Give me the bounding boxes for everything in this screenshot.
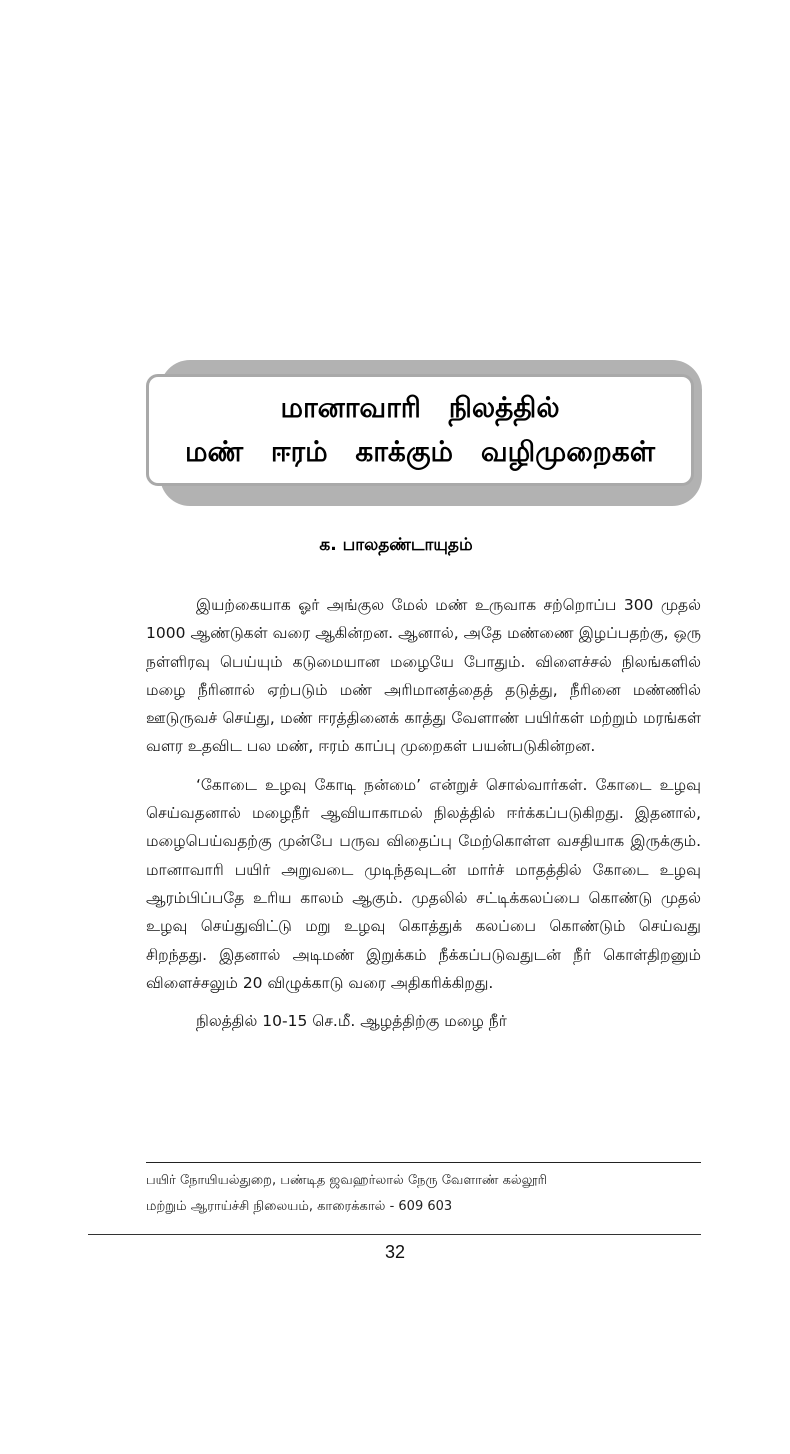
- footnote-line-2: மற்றும் ஆராய்ச்சி நிலையம், காரைக்கால் - 609 603: [146, 1199, 453, 1214]
- paragraph-2: ‘கோடை உழவு கோடி நன்மை’ என்றுச் சொல்வார்கள். கோடை உழவு செய்வதனால் மழைநீர் ஆவியாகாமல் நிலத்தில் ஈர்க்கப்படுகிறது. இதனால், மழைபெய்வதற்கு முன்பே பருவ விதைப்பு மேற்கொள்ள வசதியாக இருக்கும். மானாவாரி பயிர் அறுவடை முடிந்தவுடன் மார்ச் மாதத்தில் கோடை உழவு ஆரம்பிப்பதே உரிய காலம் ஆகும். முதலில் சட்டிக்கலப்பை கொண்டு முதல் உழவு செய்துவிட்டு மறு உழவு கொத்துக் கலப்பை கொண்டும் செய்வது சிறந்தது. இதனால் அடிமண் இறுக்கம் நீக்கப்படுவதுடன் நீர் கொள்திறனும் விளைச்சலும் 20 விழுக்காடு வரை அதிகரிக்கிறது.: [146, 775, 701, 992]
- paragraph-3: நிலத்தில் 10-15 செ.மீ. ஆழத்திற்கு மழை நீர்: [196, 1012, 507, 1031]
- author-name: க. பாலதண்டாயுதம்: [319, 535, 473, 555]
- article-title-line-2: மண் ஈரம் காக்கும் வழிமுறைகள்: [184, 435, 656, 468]
- page-number: 32: [384, 1242, 406, 1262]
- footnote-divider: [146, 1162, 701, 1163]
- author-affiliation-footnote: [146, 1168, 706, 1220]
- title-banner: [146, 374, 694, 486]
- page-divider: [88, 1234, 701, 1235]
- footnote-line-1: பயிர் நோயியல்துறை, பண்டித ஜவஹர்லால் நேரு வேளாண் கல்லூரி: [146, 1173, 547, 1188]
- paragraph-1: இயற்கையாக ஓர் அங்குல மேல் மண் உருவாக சற்றொப்ப 300 முதல் 1000 ஆண்டுகள் வரை ஆகின்றன. ஆனால், அதே மண்ணை இழப்பதற்கு, ஒரு நள்ளிரவு பெய்யும் கடுமையான மழையே போதும். விளைச்சல் நிலங்களில் மழை நீரினால் ஏற்படும் மண் அரிமானத்தைத் தடுத்து, நீரினை மண்ணில் ஊடுருவச் செய்து, மண் ஈரத்தினைக் காத்து வேளாண் பயிர்கள் மற்றும் மரங்கள் வளர உதவிட பல மண், ஈரம் காப்பு முறைகள் பயன்படுகின்றன.: [146, 596, 701, 756]
- article-title-line-1: மானாவாரி நிலத்தில்: [280, 391, 560, 424]
- article-body: [146, 591, 701, 1045]
